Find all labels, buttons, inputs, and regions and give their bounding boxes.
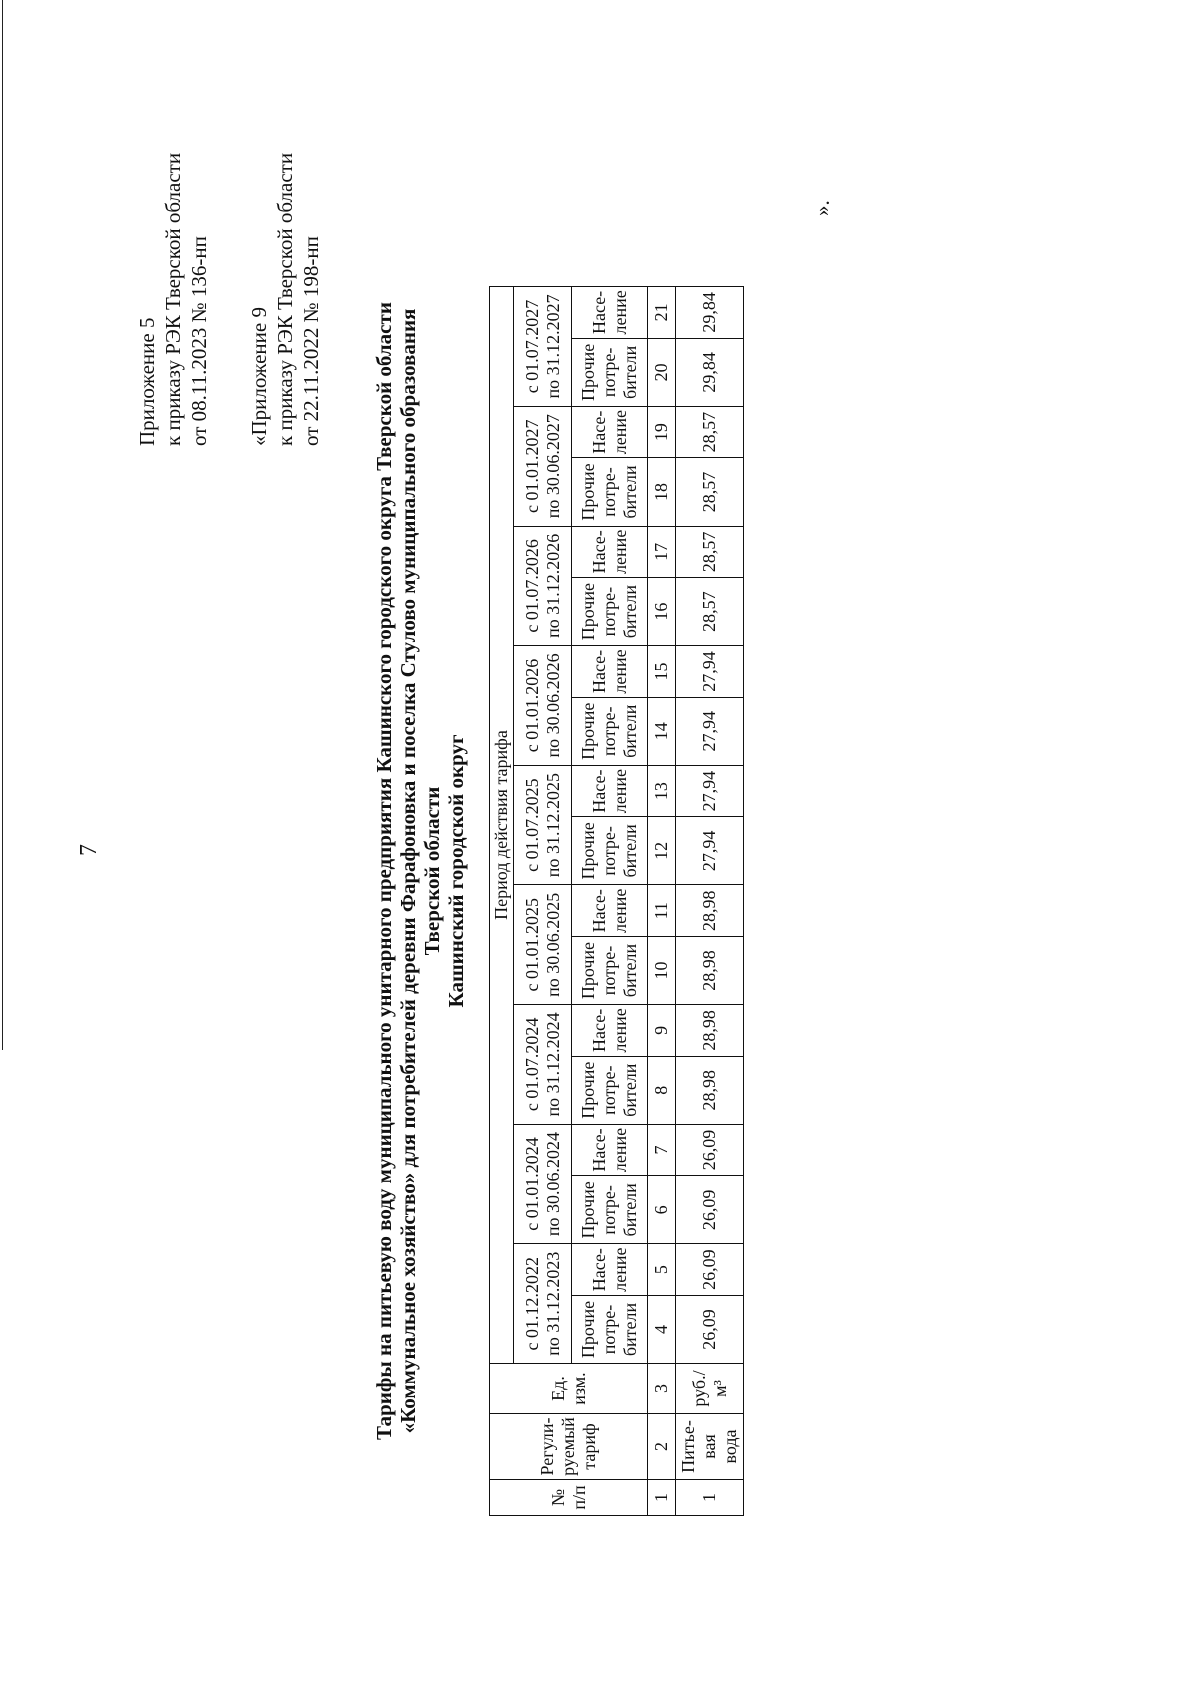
subheader-population: Насе-ление <box>572 287 648 339</box>
column-index-cell: 6 <box>648 1176 676 1244</box>
period-header-cell <box>514 1244 572 1364</box>
period-to: по 30.06.2025 <box>542 892 563 997</box>
period-to: по 31.12.2025 <box>542 773 563 878</box>
period-from: с 01.12.2022 <box>521 1256 542 1351</box>
tariff-value-cell: 26,09 <box>676 1244 744 1296</box>
period-from: с 01.07.2025 <box>521 778 542 872</box>
subheader-population: Насе-ление <box>572 885 648 937</box>
page-number: 7 <box>76 844 102 856</box>
subheader-other-consumers: Прочие потре-бители <box>572 1176 648 1244</box>
closing-quote: ». <box>810 200 834 216</box>
tariff-value-cell: 29,84 <box>676 338 744 406</box>
appendix-current <box>134 6 212 446</box>
period-from: с 01.07.2027 <box>521 299 542 394</box>
row-unit-cell: руб./м³ <box>676 1364 744 1414</box>
column-index-cell: 8 <box>648 1056 676 1124</box>
title-line3: Кашинский городской округ <box>444 734 468 1008</box>
tariff-value-cell: 27,94 <box>676 646 744 698</box>
period-to: по 31.12.2026 <box>542 533 563 638</box>
header-tariff: Регули-руемый тариф <box>490 1414 648 1480</box>
tariff-value-cell: 28,57 <box>676 458 744 526</box>
period-from: с 01.07.2024 <box>521 1017 542 1112</box>
appendix-original-line2: к приказу РЭК Тверской области <box>273 152 297 446</box>
period-to: по 31.12.2023 <box>542 1251 563 1356</box>
period-header-cell <box>514 765 572 885</box>
period-to: по 30.06.2026 <box>542 653 563 758</box>
subheader-population: Насе-ление <box>572 765 648 817</box>
subheader-population: Насе-ление <box>572 1124 648 1176</box>
column-index-cell: 14 <box>648 697 676 765</box>
subheader-other-consumers: Прочие потре-бители <box>572 578 648 646</box>
column-index-cell: 3 <box>648 1364 676 1414</box>
column-index-cell: 17 <box>648 526 676 578</box>
column-index-cell: 20 <box>648 338 676 406</box>
column-index-cell: 10 <box>648 937 676 1005</box>
subheader-population: Насе-ление <box>572 646 648 698</box>
title-line2: «Коммунальное хозяйство» для потребителей деревни Фарафоновка и поселка Стулово муниципального образования Тверской области <box>396 308 444 1434</box>
column-index-cell: 21 <box>648 287 676 339</box>
period-from: с 01.01.2026 <box>521 658 542 753</box>
tariff-table <box>489 286 744 1516</box>
period-from: с 01.07.2026 <box>521 539 542 633</box>
period-header-cell <box>514 1124 572 1244</box>
subheader-other-consumers: Прочие потре-бители <box>572 697 648 765</box>
tariff-value-cell: 28,57 <box>676 406 744 458</box>
tariff-value-cell: 27,94 <box>676 765 744 817</box>
subheader-population: Насе-ление <box>572 526 648 578</box>
tariff-value-cell: 29,84 <box>676 287 744 339</box>
title-line1: Тарифы на питьевую воду муниципального унитарного предприятия Кашинского городского округа Тверской области <box>372 302 396 1440</box>
period-to: по 31.12.2024 <box>542 1012 563 1117</box>
tariff-value-cell: 28,57 <box>676 526 744 578</box>
header-number: № п/п <box>490 1480 648 1516</box>
row-number-cell: 1 <box>676 1480 744 1516</box>
subheader-population: Насе-ление <box>572 406 648 458</box>
period-from: с 01.01.2027 <box>521 419 542 513</box>
appendix-original-line1: «Приложение 9 <box>247 307 271 446</box>
subheader-other-consumers: Прочие потре-бители <box>572 937 648 1005</box>
period-from: с 01.01.2025 <box>521 898 542 992</box>
period-from: с 01.01.2024 <box>521 1137 542 1231</box>
tariff-value-cell: 26,09 <box>676 1176 744 1244</box>
tariff-value-cell: 27,94 <box>676 817 744 885</box>
appendix-original <box>246 6 324 446</box>
subheader-other-consumers: Прочие потре-бители <box>572 458 648 526</box>
subheader-other-consumers: Прочие потре-бители <box>572 1056 648 1124</box>
subheader-population: Насе-ление <box>572 1005 648 1057</box>
column-index-cell: 7 <box>648 1124 676 1176</box>
column-index-cell: 4 <box>648 1295 676 1363</box>
period-header-cell <box>514 406 572 526</box>
appendix-current-line2: к приказу РЭК Тверской области <box>161 152 185 446</box>
column-index-cell: 18 <box>648 458 676 526</box>
period-to: по 31.12.2027 <box>542 294 563 399</box>
tariff-value-cell: 28,98 <box>676 1056 744 1124</box>
period-header-cell <box>514 646 572 766</box>
tariff-value-cell: 26,09 <box>676 1124 744 1176</box>
column-index-cell: 9 <box>648 1005 676 1057</box>
subheader-other-consumers: Прочие потре-бители <box>572 338 648 406</box>
column-index-cell: 12 <box>648 817 676 885</box>
subheader-other-consumers: Прочие потре-бители <box>572 1295 648 1363</box>
column-index-cell: 16 <box>648 578 676 646</box>
column-index-cell: 15 <box>648 646 676 698</box>
column-index-cell: 1 <box>648 1480 676 1516</box>
header-period: Период действия тарифа <box>490 287 514 1364</box>
period-header-cell <box>514 885 572 1005</box>
subheader-population: Насе-ление <box>572 1244 648 1296</box>
period-to: по 30.06.2027 <box>542 414 563 519</box>
document-title <box>372 296 468 1446</box>
period-to: по 30.06.2024 <box>542 1131 563 1237</box>
period-header-cell <box>514 287 572 407</box>
header-unit: Ед. изм. <box>490 1364 648 1414</box>
tariff-value-cell: 28,57 <box>676 578 744 646</box>
tariff-value-cell: 28,98 <box>676 937 744 1005</box>
period-header-cell <box>514 1005 572 1125</box>
column-index-cell: 2 <box>648 1414 676 1480</box>
tariff-value-cell: 28,98 <box>676 885 744 937</box>
column-index-cell: 19 <box>648 406 676 458</box>
appendix-current-line1: Приложение 5 <box>135 317 159 446</box>
tariff-value-cell: 28,98 <box>676 1005 744 1057</box>
column-index-cell: 11 <box>648 885 676 937</box>
period-header-cell <box>514 526 572 646</box>
subheader-other-consumers: Прочие потре-бители <box>572 817 648 885</box>
appendix-original-line3: от 22.11.2022 № 198-нп <box>299 236 323 446</box>
column-index-cell: 5 <box>648 1244 676 1296</box>
tariff-value-cell: 26,09 <box>676 1295 744 1363</box>
appendix-current-line3: от 08.11.2023 № 136-нп <box>187 236 211 446</box>
tariff-value-cell: 27,94 <box>676 697 744 765</box>
row-tariff-cell: Питье-вая вода <box>676 1414 744 1480</box>
column-index-cell: 13 <box>648 765 676 817</box>
